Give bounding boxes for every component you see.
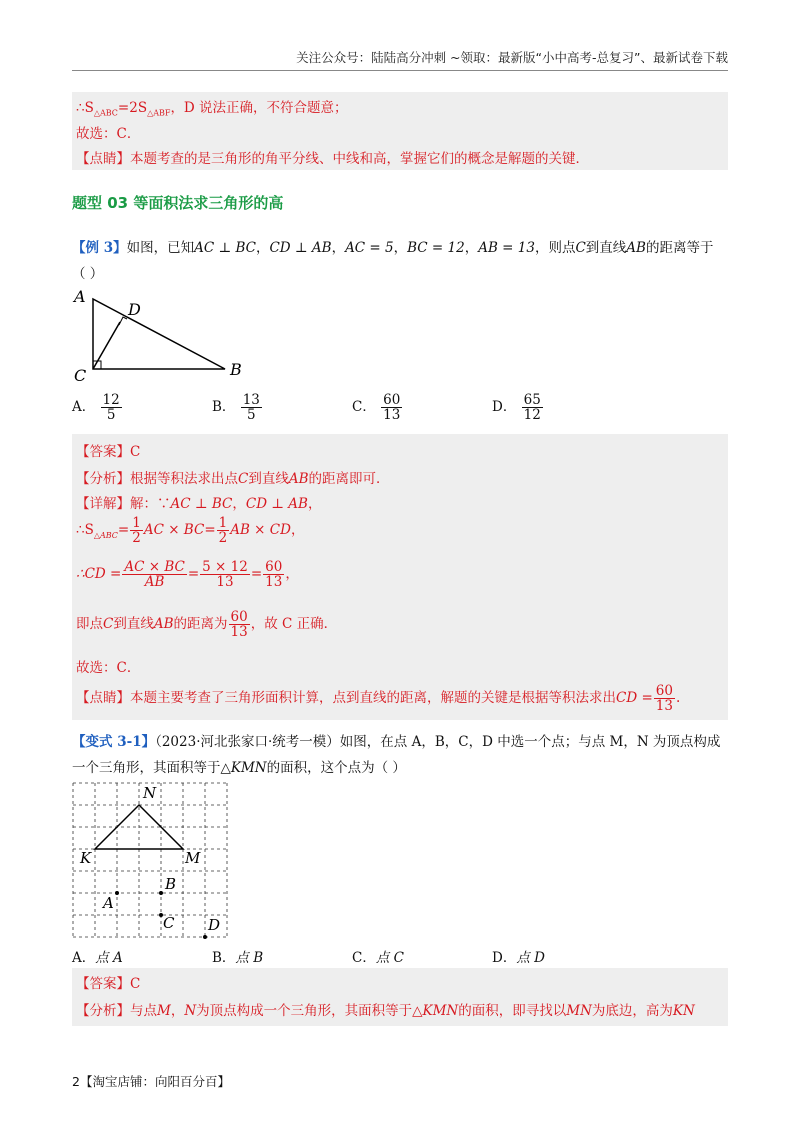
ex3-opt-b-num: 13 — [242, 392, 260, 408]
ex3-analysis-c: C — [238, 471, 249, 487]
ex3-answer — [76, 440, 140, 460]
ex3-l3-frac3 — [263, 560, 284, 589]
ex3-detail-3 — [76, 560, 299, 589]
ex3-opt-b-den: 5 — [247, 407, 256, 424]
ex3-l4-ab: AB — [153, 616, 174, 633]
label-b: B — [230, 360, 242, 379]
variant31-text1: 如图，在点 A，B，C，D 中选一个点；与点 M，N 为顶点构成 — [339, 734, 721, 750]
grid-label-n: N — [143, 784, 157, 802]
v31-analysis-mn: MN — [566, 1003, 592, 1019]
v31-analysis — [76, 999, 695, 1019]
grid-label-b: B — [165, 875, 177, 893]
prev-tip-label: 【点睛】 — [76, 151, 130, 167]
ex3-s7: 的距离等于 — [645, 240, 714, 256]
v31-analysis-m: M — [157, 1003, 171, 1019]
grid-label-a: A — [103, 894, 114, 912]
ex3-opt-c-den: 13 — [383, 407, 401, 424]
v31-analysis-b: 为顶点构成一个三角形，其面积等于 — [196, 1003, 413, 1019]
ex3-m1: AC ⊥ BC — [194, 240, 256, 256]
v31-opt-d-letter: D． — [492, 950, 517, 966]
v31-option-c[interactable] — [352, 946, 404, 966]
ex3-l2-eq: = — [117, 522, 130, 539]
ex3-opt-a-letter: A． — [72, 399, 96, 416]
ex3-opt-b-letter: B． — [212, 399, 236, 416]
v31-option-d[interactable] — [492, 946, 545, 966]
v31-analysis-kn: KN — [672, 1003, 695, 1019]
v31-option-b[interactable] — [212, 946, 263, 966]
ex3-l2-half-2 — [217, 516, 230, 545]
ex3-l2-m1: AC × BC — [143, 522, 205, 539]
ex3-l3-f1d: AB — [144, 574, 165, 591]
ex3-detail-m2: CD ⊥ AB — [245, 496, 308, 512]
ex3-l2-half2-n: 1 — [218, 515, 228, 531]
ex3-l3-end: ， — [285, 566, 299, 583]
example3-paren: （ ） — [72, 266, 104, 282]
v31-option-a[interactable] — [72, 946, 123, 966]
prev-l1-mid: =2S — [117, 100, 148, 116]
v31-opt-b-text: 点 B — [235, 950, 264, 966]
variant31-text2: 一个三角形，其面积等于 — [72, 760, 221, 776]
ex3-detail-e: ， — [307, 496, 322, 512]
ex3-l3-f2d: 13 — [216, 574, 234, 591]
v31-analysis-d: 为底边，高为 — [591, 1003, 673, 1019]
v31-analysis-label: 【分析】 — [76, 1003, 130, 1019]
v31-analysis-c: 的面积，即寻找以 — [458, 1003, 567, 1019]
ex3-m7: AB — [626, 240, 646, 256]
ex3-l4-fd: 13 — [230, 624, 248, 641]
ex3-text-a: 如图，已知 — [126, 240, 195, 256]
ex3-l3-eq: = — [187, 566, 200, 583]
ex3-option-b[interactable] — [212, 393, 263, 422]
ex3-s4: ， — [464, 240, 479, 256]
ex3-detail-a: 解：∵ — [130, 496, 171, 512]
ex3-l2-half-1 — [130, 516, 143, 545]
variant31-source: （2023·河北张家口·统考一模） — [155, 734, 340, 750]
ex3-l2-m2: AB × CD — [230, 522, 291, 539]
v31-solution-box — [72, 968, 728, 1026]
ex3-detail-m1: AC ⊥ BC — [170, 496, 233, 512]
ex3-l3-f1n: AC × BC — [124, 559, 185, 575]
ex3-detail-label: 【详解】 — [76, 496, 130, 512]
ex3-tip-label: 【点睛】 — [76, 690, 130, 707]
variant31-line1 — [72, 730, 720, 750]
ex3-opt-a-frac — [101, 393, 122, 422]
ex3-answer-label: 【答案】 — [76, 444, 130, 460]
ex3-tip-frac — [654, 684, 675, 713]
variant31-text2-end: 的面积，这个点为（ ） — [266, 760, 406, 776]
example3-label: 【例 3】 — [72, 240, 127, 256]
grid-label-m: M — [185, 849, 201, 867]
ex3-analysis-a: 根据等积法求出点 — [130, 471, 238, 487]
v31-analysis-s: ， — [170, 1003, 185, 1019]
ex3-analysis-label: 【分析】 — [76, 471, 130, 487]
ex3-tip — [76, 684, 680, 713]
point-d — [203, 935, 207, 939]
prev-l1-post: ，D 说法正确，不符合题意； — [170, 100, 348, 116]
ex3-m4: BC = 12 — [407, 240, 465, 256]
ex3-l2-eq2: = — [204, 522, 216, 539]
ex3-l2-sub: △ABC — [93, 530, 118, 540]
ex3-l3-pre: ∴CD = — [76, 566, 122, 583]
ex3-opt-c-letter: C． — [352, 399, 376, 416]
ex3-s6: 到直线 — [585, 240, 627, 256]
v31-analysis-kmn: △KMN — [412, 1003, 459, 1019]
ex3-option-d[interactable] — [492, 393, 544, 422]
ex3-l3-eq2: = — [250, 566, 263, 583]
ex3-l2-end: ， — [290, 522, 305, 539]
ex3-opt-a-den: 5 — [106, 407, 116, 424]
ex3-opt-c-frac — [381, 393, 402, 422]
ex3-s3: ， — [393, 240, 408, 256]
ex3-l3-f2n: 5 × 12 — [202, 559, 248, 575]
ex3-analysis-end: 的距离即可． — [308, 471, 390, 487]
right-angle-d — [119, 317, 127, 325]
prev-line-2: 故选：C． — [76, 126, 141, 142]
ex3-l2-half1-n: 1 — [132, 515, 141, 531]
ex3-detail-1 — [76, 492, 321, 512]
ex3-s2: ， — [331, 240, 346, 256]
point-a — [115, 891, 119, 895]
section-title: 题型 03 等面积法求三角形的高 — [72, 194, 284, 212]
grid-label-k: K — [80, 849, 92, 867]
prev-l1-sub2: △ABF — [147, 108, 171, 118]
ex3-l3-f3d: 13 — [265, 574, 283, 591]
v31-analysis-a: 与点 — [130, 1003, 157, 1019]
page-footer: 2【淘宝店铺：向阳百分百】 — [72, 1074, 230, 1089]
ex3-m6: C — [575, 240, 586, 256]
ex3-l2-half1-d: 2 — [132, 530, 141, 547]
triangle-figure — [70, 285, 250, 385]
ex3-tip-end: . — [675, 690, 681, 707]
header-rule — [72, 70, 728, 71]
prev-tip — [76, 147, 589, 167]
grid-label-c: C — [163, 914, 175, 932]
ex3-l3-f3n: 60 — [265, 559, 283, 575]
ex3-detail-4 — [76, 610, 337, 639]
ex3-l3-frac2 — [200, 560, 250, 589]
ex3-s5: ，则点 — [534, 240, 576, 256]
prev-l1-pre: ∴S — [76, 100, 94, 116]
ex3-opt-d-frac — [522, 393, 543, 422]
label-a: A — [74, 287, 86, 306]
ex3-m2: CD ⊥ AB — [269, 240, 332, 256]
v31-opt-b-letter: B． — [212, 950, 236, 966]
ex3-tip-fd: 13 — [655, 698, 673, 715]
v31-answer — [76, 972, 140, 992]
v31-opt-a-text: 点 A — [95, 950, 123, 966]
variant31-line2 — [72, 756, 406, 776]
ex3-opt-a-num: 12 — [102, 392, 120, 408]
ex3-l4-c2: 的距离为 — [173, 616, 228, 633]
ex3-l4-fn: 60 — [230, 609, 248, 625]
ex3-l4-a: 即点 — [76, 616, 103, 633]
ex3-l2-pre: ∴S — [76, 522, 94, 539]
page-header: 关注公众号：陆陆高分冲刺 ~领取：最新版“小中高考-总复习”、最新试卷下载 — [296, 50, 728, 65]
ex3-opt-b-frac — [241, 393, 262, 422]
ex3-tip-text: 本题主要考查了三角形面积计算，点到直线的距离，解题的关键是根据等积法求出 — [130, 690, 616, 707]
ex3-l2-half2-d: 2 — [218, 530, 228, 547]
v31-opt-a-letter: A． — [72, 950, 96, 966]
ex3-analysis-b: 到直线 — [248, 471, 289, 487]
variant31-text2-m: △KMN — [220, 760, 267, 776]
altitude-cd — [93, 322, 120, 369]
ex3-detail-s: ， — [232, 496, 246, 512]
ex3-opt-c-num: 60 — [383, 392, 401, 408]
ex3-tip-m: CD = — [616, 690, 653, 707]
ex3-solution-box — [72, 434, 728, 720]
ex3-analysis-ab: AB — [288, 471, 309, 487]
ex3-option-a[interactable] — [72, 393, 123, 422]
ex3-l4-c: C — [103, 616, 114, 633]
prev-solution-box — [72, 92, 728, 170]
v31-answer-label: 【答案】 — [76, 976, 130, 992]
v31-opt-c-text: 点 C — [375, 950, 404, 966]
prev-line-1 — [76, 96, 348, 118]
ex3-l3-frac1 — [122, 560, 186, 589]
v31-opt-c-letter: C． — [352, 950, 376, 966]
prev-tip-text: 本题考查的是三角形的角平分线、中线和高，掌握它们的概念是解题的关键． — [130, 151, 589, 167]
point-b — [159, 891, 163, 895]
ex3-l4-frac — [229, 610, 250, 639]
dashed-grid — [73, 783, 227, 937]
ex3-tip-fn: 60 — [655, 683, 673, 699]
ex3-l4-b: 到直线 — [113, 616, 154, 633]
ex3-opt-d-den: 12 — [523, 407, 541, 424]
ex3-analysis — [76, 467, 390, 487]
prev-l1-sub1: △ABC — [93, 108, 118, 118]
v31-analysis-n: N — [184, 1003, 197, 1019]
example3-question — [72, 236, 713, 256]
ex3-opt-d-letter: D． — [492, 399, 517, 416]
label-d: D — [128, 300, 141, 319]
ex3-answer-value: C — [130, 444, 141, 460]
v31-answer-value: C — [130, 976, 141, 992]
ex3-m3: AC = 5 — [345, 240, 394, 256]
grid-label-d: D — [208, 916, 221, 934]
ex3-option-c[interactable] — [352, 393, 403, 422]
ex3-s1: ， — [255, 240, 270, 256]
ex3-detail-5: 故选：C． — [76, 660, 141, 676]
ex3-m5: AB = 13 — [478, 240, 535, 256]
v31-opt-d-text: 点 D — [516, 950, 545, 966]
ex3-detail-2 — [76, 516, 304, 545]
grid-figure — [70, 778, 240, 942]
label-c: C — [74, 366, 87, 385]
ex3-l4-end: ，故 C 正确． — [250, 616, 338, 633]
variant31-label: 【变式 3-1】 — [72, 734, 156, 750]
ex3-opt-d-num: 65 — [523, 392, 541, 408]
